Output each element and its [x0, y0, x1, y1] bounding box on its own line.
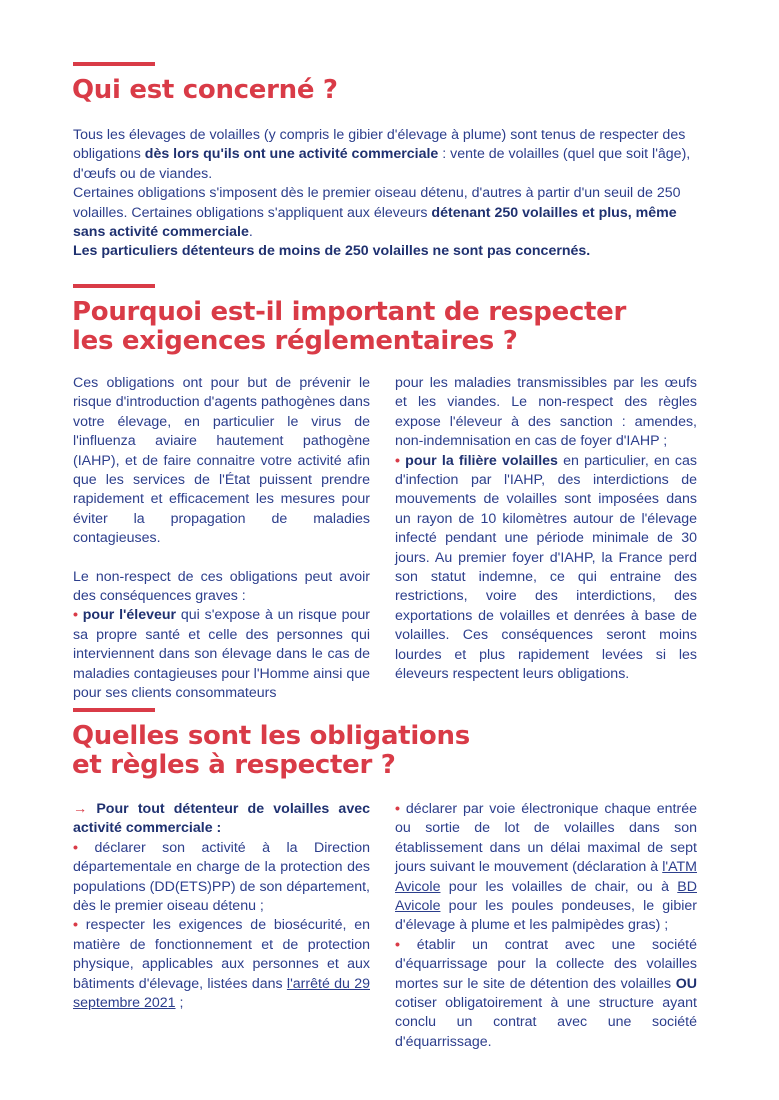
title-line: Pourquoi est-il important de respecter	[72, 297, 627, 327]
bullet-icon: •	[73, 839, 78, 856]
obligation-item	[73, 916, 370, 1013]
section1-paragraph-3: Les particuliers détenteurs de moins de 250 volailles ne sont pas concernés.	[73, 243, 591, 260]
text: pour les poules pondeuses, le gibier d'élevage à plume et les palmipèdes gras) ;	[395, 898, 697, 934]
text: déclarer par voie électronique chaque entrée ou sortie de lot de volailles dans son établissement dans un délai maximal de sept jours suivant le mouvement (déclaration à	[395, 801, 697, 876]
paragraph: pour les maladies transmissibles par les œufs et les viandes. Le non-respect des règles expose l'éleveur à des sanction : amendes, non-indemnisation en cas de foyer d'IAHP ;	[395, 375, 697, 450]
emphasis: OU	[675, 975, 697, 992]
section-divider	[73, 708, 155, 712]
text: .	[248, 224, 253, 241]
arrete-link[interactable]: l'arrêté du 29 septembre 2021	[73, 975, 370, 1012]
section1-body	[73, 126, 709, 262]
section2-right-column	[395, 374, 697, 685]
section-divider	[73, 284, 155, 288]
text: établir un contrat avec une société d'équarrissage pour la collecte des volailles mortes sur le site de détention des volailles	[395, 936, 697, 992]
title-line: et règles à respecter ?	[72, 750, 396, 780]
emphasis: dès lors qu'ils ont une activité commerciale	[144, 146, 439, 163]
emphasis: pour la filière volailles	[405, 452, 558, 469]
text: Tous les élevages de volailles (y compris le gibier d'élevage à plume) sont tenus de respecter des obligations	[73, 127, 686, 163]
section3-right-column	[395, 800, 697, 1052]
text: Certaines obligations s'imposent dès le premier oiseau détenu, d'autres à partir d'un seuil de 250 volailles. Certaines obligations s'appliquent aux éleveurs	[73, 185, 681, 221]
section1-paragraph-1	[73, 126, 709, 184]
section-title-obligations	[72, 722, 470, 780]
bullet-filiere	[395, 452, 697, 685]
text: déclarer son activité à la Direction départementale en charge de la protection des populations (DD(ETS)PP) de son département, dès le premier oiseau détenu ;	[73, 839, 370, 915]
bullet-eleveur	[73, 606, 370, 703]
text: qui s'expose à un risque pour sa propre santé et celle des personnes qui interviennent dans son élevage dans le cas de maladies contagieuses pour l'Homme ainsi que pour ses clients consommateurs	[73, 607, 371, 702]
text: pour les volailles de chair, ou à	[440, 878, 678, 895]
title-line: Quelles sont les obligations	[72, 721, 470, 751]
text: Pour tout détenteur de volailles avec activité commerciale :	[73, 801, 370, 837]
bullet-icon: •	[73, 917, 78, 934]
arrow-right-icon: →	[73, 801, 88, 817]
bd-avicole-link[interactable]: BD Avicole	[395, 878, 697, 915]
section1-paragraph-2	[73, 184, 709, 242]
atm-avicole-link[interactable]: l'ATM Avicole	[395, 859, 697, 895]
emphasis: pour l'éleveur	[82, 607, 177, 624]
text: en particulier, en cas d'infection par l'IAHP, des interdictions de mouvements de volailles sont imposées dans un rayon de 10 kilomètres autour de l'élevage infecté pendant une période minimale de 30 jours. Au premier foyer d'IAHP, la France perd son statut indemne, ce qui entraine des restrictions, voire des interdictions, des exportations de volailles et denrées à base de volailles. Ces conséquences seront moins lourdes et plus rapidement levées si les éleveurs respectent leurs obligations.	[395, 452, 697, 683]
bullet-icon: •	[395, 452, 400, 469]
text: ;	[175, 995, 184, 1012]
obligation-item	[73, 839, 370, 917]
title-line: les exigences réglementaires ?	[72, 326, 518, 356]
bullet-icon: •	[395, 801, 400, 817]
obligations-lead	[73, 800, 370, 839]
section-title-pourquoi	[72, 298, 626, 356]
section2-left-column	[73, 374, 370, 704]
bullet-icon: •	[395, 936, 400, 953]
emphasis: détenant 250 volailles et plus, même sans activité commerciale	[73, 204, 677, 241]
bullet-icon: •	[73, 607, 78, 624]
text: : vente de volailles (quel que soit l'âge), d'œufs ou de viandes.	[73, 146, 691, 182]
section-divider	[73, 62, 155, 66]
paragraph: Ces obligations ont pour but de prévenir le risque d'introduction d'agents pathogènes dans votre élevage, en particulier le virus de l'influenza aviaire hautement pathogène (IAHP), et de faire connaitre votre activité afin que les services de l'État puissent prendre rapidement et efficacement les mesures pour éviter la propagation de maladies contagieuses.	[73, 375, 370, 547]
text: respecter les exigences de biosécurité, en matière de fonctionnement et de protection physique, applicables aux personnes et aux bâtiments d'élevage, listées dans	[73, 917, 370, 992]
obligation-item	[395, 936, 697, 1052]
obligation-item	[395, 800, 697, 936]
paragraph: Le non-respect de ces obligations peut avoir des conséquences graves :	[73, 568, 370, 605]
section3-left-column	[73, 800, 370, 1013]
section-title-qui-est-concerne: Qui est concerné ?	[72, 75, 338, 105]
text: cotiser obligatoirement à une structure ayant conclu un contrat avec une société d'équarrissage.	[395, 995, 697, 1050]
